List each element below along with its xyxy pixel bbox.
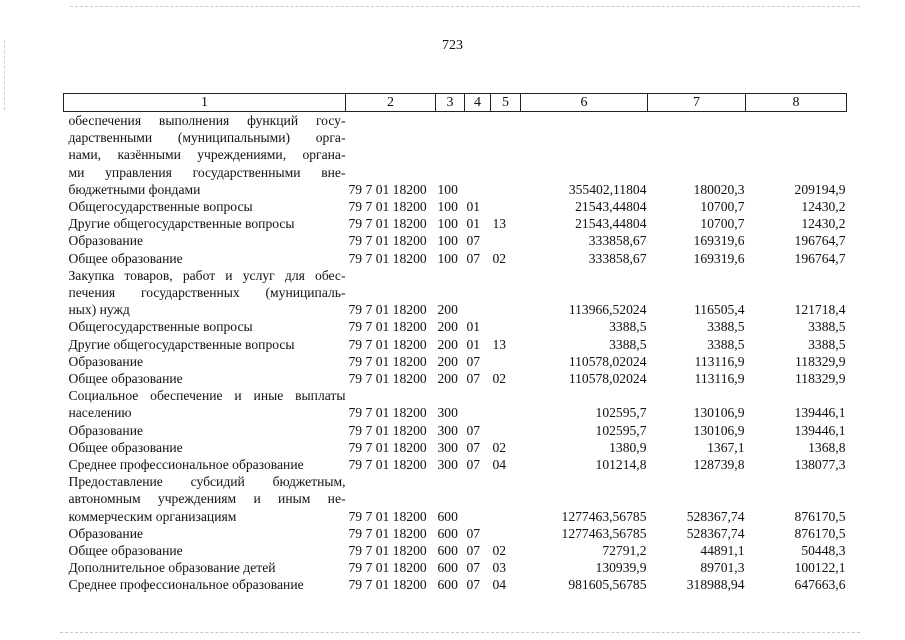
row-name-line: Социальное обеспечение и иные выплаты: [68, 388, 346, 404]
table-row: [64, 336, 847, 353]
table-row: [64, 250, 847, 267]
row-name-line: Образование: [68, 233, 144, 249]
row-name: [64, 542, 346, 559]
row-section: 07: [466, 439, 481, 455]
row-name-line: Общее образование: [68, 439, 183, 455]
header-col-7: 7: [648, 94, 746, 112]
row-amount-col6: 1380,9: [609, 439, 647, 455]
row-amount-col6: 72791,2: [602, 543, 647, 559]
row-amount-col7: 130106,9: [693, 405, 745, 421]
row-target-code: 79 7 01 18200: [348, 560, 427, 576]
row-name-line: Общее образование: [68, 250, 183, 266]
row-amount-col8: 118329,9: [795, 371, 846, 387]
header-row: [64, 94, 847, 112]
row-section: 07: [466, 371, 481, 387]
row-section: 07: [466, 353, 481, 369]
row-subsection: 02: [492, 250, 507, 266]
row-amount-col8: 50448,3: [801, 543, 846, 559]
row-name: [64, 112, 346, 199]
row-subsection: 13: [492, 216, 507, 232]
row-target-code: 79 7 01 18200: [348, 353, 427, 369]
row-name-line: Дополнительное образование детей: [68, 560, 276, 576]
row-section: [465, 112, 491, 199]
table-row: [64, 576, 847, 593]
row-expense-type: 200: [437, 336, 458, 352]
row-amount-col8: 121718,4: [794, 302, 846, 318]
row-name: [64, 456, 346, 473]
row-amount-col8: 1368,8: [808, 439, 846, 455]
row-amount-col6: 21543,44804: [575, 216, 647, 232]
row-amount-col8: 139446,1: [794, 405, 846, 421]
row-amount-col8: 12430,2: [801, 199, 846, 215]
table-row: [64, 525, 847, 542]
header-col-6: 6: [521, 94, 648, 112]
row-subsection: 13: [492, 336, 507, 352]
row-name: [64, 525, 346, 542]
row-subsection: 03: [492, 560, 507, 576]
row-section: 07: [466, 250, 481, 266]
row-amount-col6: 110578,02024: [568, 371, 647, 387]
row-section: 07: [466, 543, 481, 559]
row-name-line: Общегосударственные вопросы: [68, 319, 253, 335]
row-expense-type: 100: [437, 233, 458, 249]
row-expense-type: 600: [437, 508, 458, 524]
row-target-code: 79 7 01 18200: [348, 302, 427, 318]
row-section: [465, 267, 491, 319]
row-amount-col7: 89701,3: [700, 560, 745, 576]
row-subsection: [491, 267, 521, 319]
row-name: [64, 250, 346, 267]
row-subsection: [491, 422, 521, 439]
header-col-2: 2: [346, 94, 436, 112]
row-target-code: 79 7 01 18200: [348, 543, 427, 559]
row-expense-type: 600: [437, 543, 458, 559]
row-amount-col8: 139446,1: [794, 422, 846, 438]
header-col-1: 1: [64, 94, 346, 112]
table-row: [64, 473, 847, 525]
page-number: 723: [442, 38, 463, 53]
row-target-code: 79 7 01 18200: [348, 508, 427, 524]
row-section: 01: [466, 199, 481, 215]
row-amount-col6: 130939,9: [595, 560, 647, 576]
row-target-code: 79 7 01 18200: [348, 250, 427, 266]
row-name-line: Предоставление субсидий бюджетным,: [68, 474, 346, 490]
row-section: [465, 473, 491, 525]
row-amount-col7: 169319,6: [693, 250, 745, 266]
row-amount-col8: 647663,6: [794, 577, 846, 593]
row-section: 07: [466, 577, 481, 593]
row-name-line: Образование: [68, 353, 144, 369]
row-name-line: печения государственных (муниципаль-: [68, 285, 346, 301]
row-amount-col6: 333858,67: [588, 250, 647, 266]
table-row: [64, 456, 847, 473]
row-expense-type: 300: [437, 457, 458, 473]
row-amount-col7: 116505,4: [694, 302, 745, 318]
row-name-line: обеспечения выполнения функций госу-: [68, 113, 346, 128]
row-target-code: 79 7 01 18200: [348, 216, 427, 232]
row-name: [64, 473, 346, 525]
row-expense-type: 100: [437, 199, 458, 215]
row-target-code: 79 7 01 18200: [348, 199, 427, 215]
row-name: [64, 439, 346, 456]
row-expense-type: 600: [437, 560, 458, 576]
row-section: 07: [466, 560, 481, 576]
row-amount-col7: 130106,9: [693, 422, 745, 438]
table-row: [64, 318, 847, 335]
row-name: [64, 559, 346, 576]
row-subsection: 02: [492, 543, 507, 559]
row-name-line: Общегосударственные вопросы: [68, 199, 253, 215]
row-amount-col7: 528367,74: [686, 508, 745, 524]
row-expense-type: 200: [437, 371, 458, 387]
table-row: [64, 267, 847, 319]
row-amount-col7: 10700,7: [700, 216, 745, 232]
row-amount-col8: 196764,7: [794, 233, 846, 249]
table-row: [64, 112, 847, 199]
row-subsection: 02: [492, 371, 507, 387]
row-amount-col6: 1277463,56785: [561, 508, 647, 524]
row-expense-type: 100: [437, 216, 458, 232]
row-amount-col8: 3388,5: [808, 336, 846, 352]
row-name-line: Среднее профессиональное образование: [68, 577, 304, 593]
row-name-line: Другие общегосударственные вопросы: [68, 336, 295, 352]
row-name: [64, 336, 346, 353]
row-amount-col6: 102595,7: [595, 405, 647, 421]
row-name: [64, 353, 346, 370]
row-subsection: 04: [492, 577, 507, 593]
row-amount-col6: 3388,5: [609, 336, 647, 352]
row-target-code: 79 7 01 18200: [348, 336, 427, 352]
row-name: [64, 576, 346, 593]
row-amount-col7: 3388,5: [707, 336, 745, 352]
row-amount-col7: 318988,94: [686, 577, 745, 593]
row-name: [64, 370, 346, 387]
row-amount-col8: 876170,5: [794, 525, 846, 541]
row-name-line: дарственными (муниципальными) орга-: [68, 130, 346, 146]
row-name: [64, 387, 346, 421]
row-amount-col7: 113116,9: [694, 353, 745, 369]
row-amount-col7: 10700,7: [700, 199, 745, 215]
row-expense-type: 100: [437, 250, 458, 266]
row-name-line: Образование: [68, 525, 144, 541]
row-amount-col6: 102595,7: [595, 422, 647, 438]
scan-artifact-bottom: [60, 632, 860, 633]
row-subsection: [491, 525, 521, 542]
scan-artifact-top: [70, 6, 860, 7]
row-amount-col6: 3388,5: [609, 319, 647, 335]
row-amount-col6: 110578,02024: [568, 353, 647, 369]
row-amount-col7: 1367,1: [707, 439, 745, 455]
row-amount-col6: 113966,52024: [568, 302, 647, 318]
row-amount-col7: 3388,5: [707, 319, 745, 335]
row-amount-col8: 876170,5: [794, 508, 846, 524]
row-name: [64, 198, 346, 215]
row-target-code: 79 7 01 18200: [348, 371, 427, 387]
header-col-8: 8: [746, 94, 847, 112]
row-subsection: [491, 318, 521, 335]
row-section: 01: [466, 336, 481, 352]
row-name-line: ных) нужд: [68, 302, 130, 318]
row-amount-col7: 44891,1: [700, 543, 745, 559]
row-name: [64, 267, 346, 319]
row-target-code: 79 7 01 18200: [348, 525, 427, 541]
row-amount-col8: 12430,2: [801, 216, 846, 232]
row-section: 07: [466, 233, 481, 249]
row-name-line: Среднее профессиональное образование: [68, 457, 304, 473]
row-amount-col7: 113116,9: [694, 371, 745, 387]
row-expense-type: 300: [437, 405, 458, 421]
row-expense-type: 600: [437, 525, 458, 541]
row-subsection: [491, 232, 521, 249]
row-amount-col7: 528367,74: [686, 525, 745, 541]
row-section: [465, 387, 491, 421]
row-target-code: 79 7 01 18200: [348, 319, 427, 335]
header-col-3: 3: [436, 94, 465, 112]
row-name-line: Другие общегосударственные вопросы: [68, 216, 295, 232]
row-expense-type: 300: [437, 422, 458, 438]
row-name-line: ми управления государственными вне-: [68, 164, 346, 180]
row-name-line: Общее образование: [68, 371, 183, 387]
row-amount-col6: 101214,8: [595, 457, 647, 473]
row-name-line: населению: [68, 405, 132, 421]
row-name-line: нами, казёнными учреждениями, органа-: [68, 147, 346, 163]
row-expense-type: 300: [437, 439, 458, 455]
row-expense-type: 600: [437, 577, 458, 593]
row-target-code: 79 7 01 18200: [348, 439, 427, 455]
row-expense-type: 200: [437, 353, 458, 369]
row-name: [64, 422, 346, 439]
row-name-line: Общее образование: [68, 543, 183, 559]
row-amount-col8: 100122,1: [794, 560, 846, 576]
row-name-line: коммерческим организациям: [68, 508, 237, 524]
row-amount-col8: 196764,7: [794, 250, 846, 266]
table-row: [64, 370, 847, 387]
row-amount-col7: 180020,3: [693, 181, 745, 197]
row-target-code: 79 7 01 18200: [348, 457, 427, 473]
row-subsection: 02: [492, 439, 507, 455]
row-name: [64, 318, 346, 335]
budget-table: [63, 93, 847, 594]
table-row: [64, 439, 847, 456]
row-amount-col8: 3388,5: [808, 319, 846, 335]
row-subsection: [491, 112, 521, 199]
row-subsection: [491, 473, 521, 525]
row-amount-col6: 355402,11804: [568, 181, 647, 197]
table-row: [64, 215, 847, 232]
row-name-line: автономным учреждениям и иным не-: [68, 491, 346, 507]
row-name-line: бюджетными фондами: [68, 181, 201, 197]
table-row: [64, 542, 847, 559]
row-expense-type: 100: [437, 181, 458, 197]
row-target-code: 79 7 01 18200: [348, 577, 427, 593]
row-target-code: 79 7 01 18200: [348, 405, 427, 421]
row-amount-col7: 169319,6: [693, 233, 745, 249]
row-expense-type: 200: [437, 319, 458, 335]
row-amount-col6: 1277463,56785: [561, 525, 647, 541]
row-section: 07: [466, 422, 481, 438]
row-amount-col6: 981605,56785: [568, 577, 647, 593]
table-row: [64, 422, 847, 439]
row-subsection: [491, 198, 521, 215]
table-row: [64, 198, 847, 215]
row-amount-col8: 209194,9: [794, 181, 846, 197]
row-target-code: 79 7 01 18200: [348, 181, 427, 197]
row-amount-col6: 333858,67: [588, 233, 647, 249]
row-section: 01: [466, 319, 481, 335]
table-row: [64, 387, 847, 421]
table-row: [64, 559, 847, 576]
row-expense-type: 200: [437, 302, 458, 318]
header-col-5: 5: [491, 94, 521, 112]
row-section: 01: [466, 216, 481, 232]
row-target-code: 79 7 01 18200: [348, 233, 427, 249]
row-section: 07: [466, 457, 481, 473]
row-section: 07: [466, 525, 481, 541]
row-amount-col8: 118329,9: [795, 353, 846, 369]
row-amount-col8: 138077,3: [794, 457, 846, 473]
row-subsection: 04: [492, 457, 507, 473]
table-row: [64, 232, 847, 249]
row-subsection: [491, 353, 521, 370]
row-name-line: Образование: [68, 422, 144, 438]
row-target-code: 79 7 01 18200: [348, 422, 427, 438]
table-row: [64, 353, 847, 370]
row-name-line: Закупка товаров, работ и услуг для обес-: [68, 267, 346, 283]
row-amount-col7: 128739,8: [693, 457, 745, 473]
table-body: [64, 112, 847, 594]
header-col-4: 4: [465, 94, 491, 112]
row-name: [64, 215, 346, 232]
row-subsection: [491, 387, 521, 421]
row-amount-col6: 21543,44804: [575, 199, 647, 215]
row-name: [64, 232, 346, 249]
